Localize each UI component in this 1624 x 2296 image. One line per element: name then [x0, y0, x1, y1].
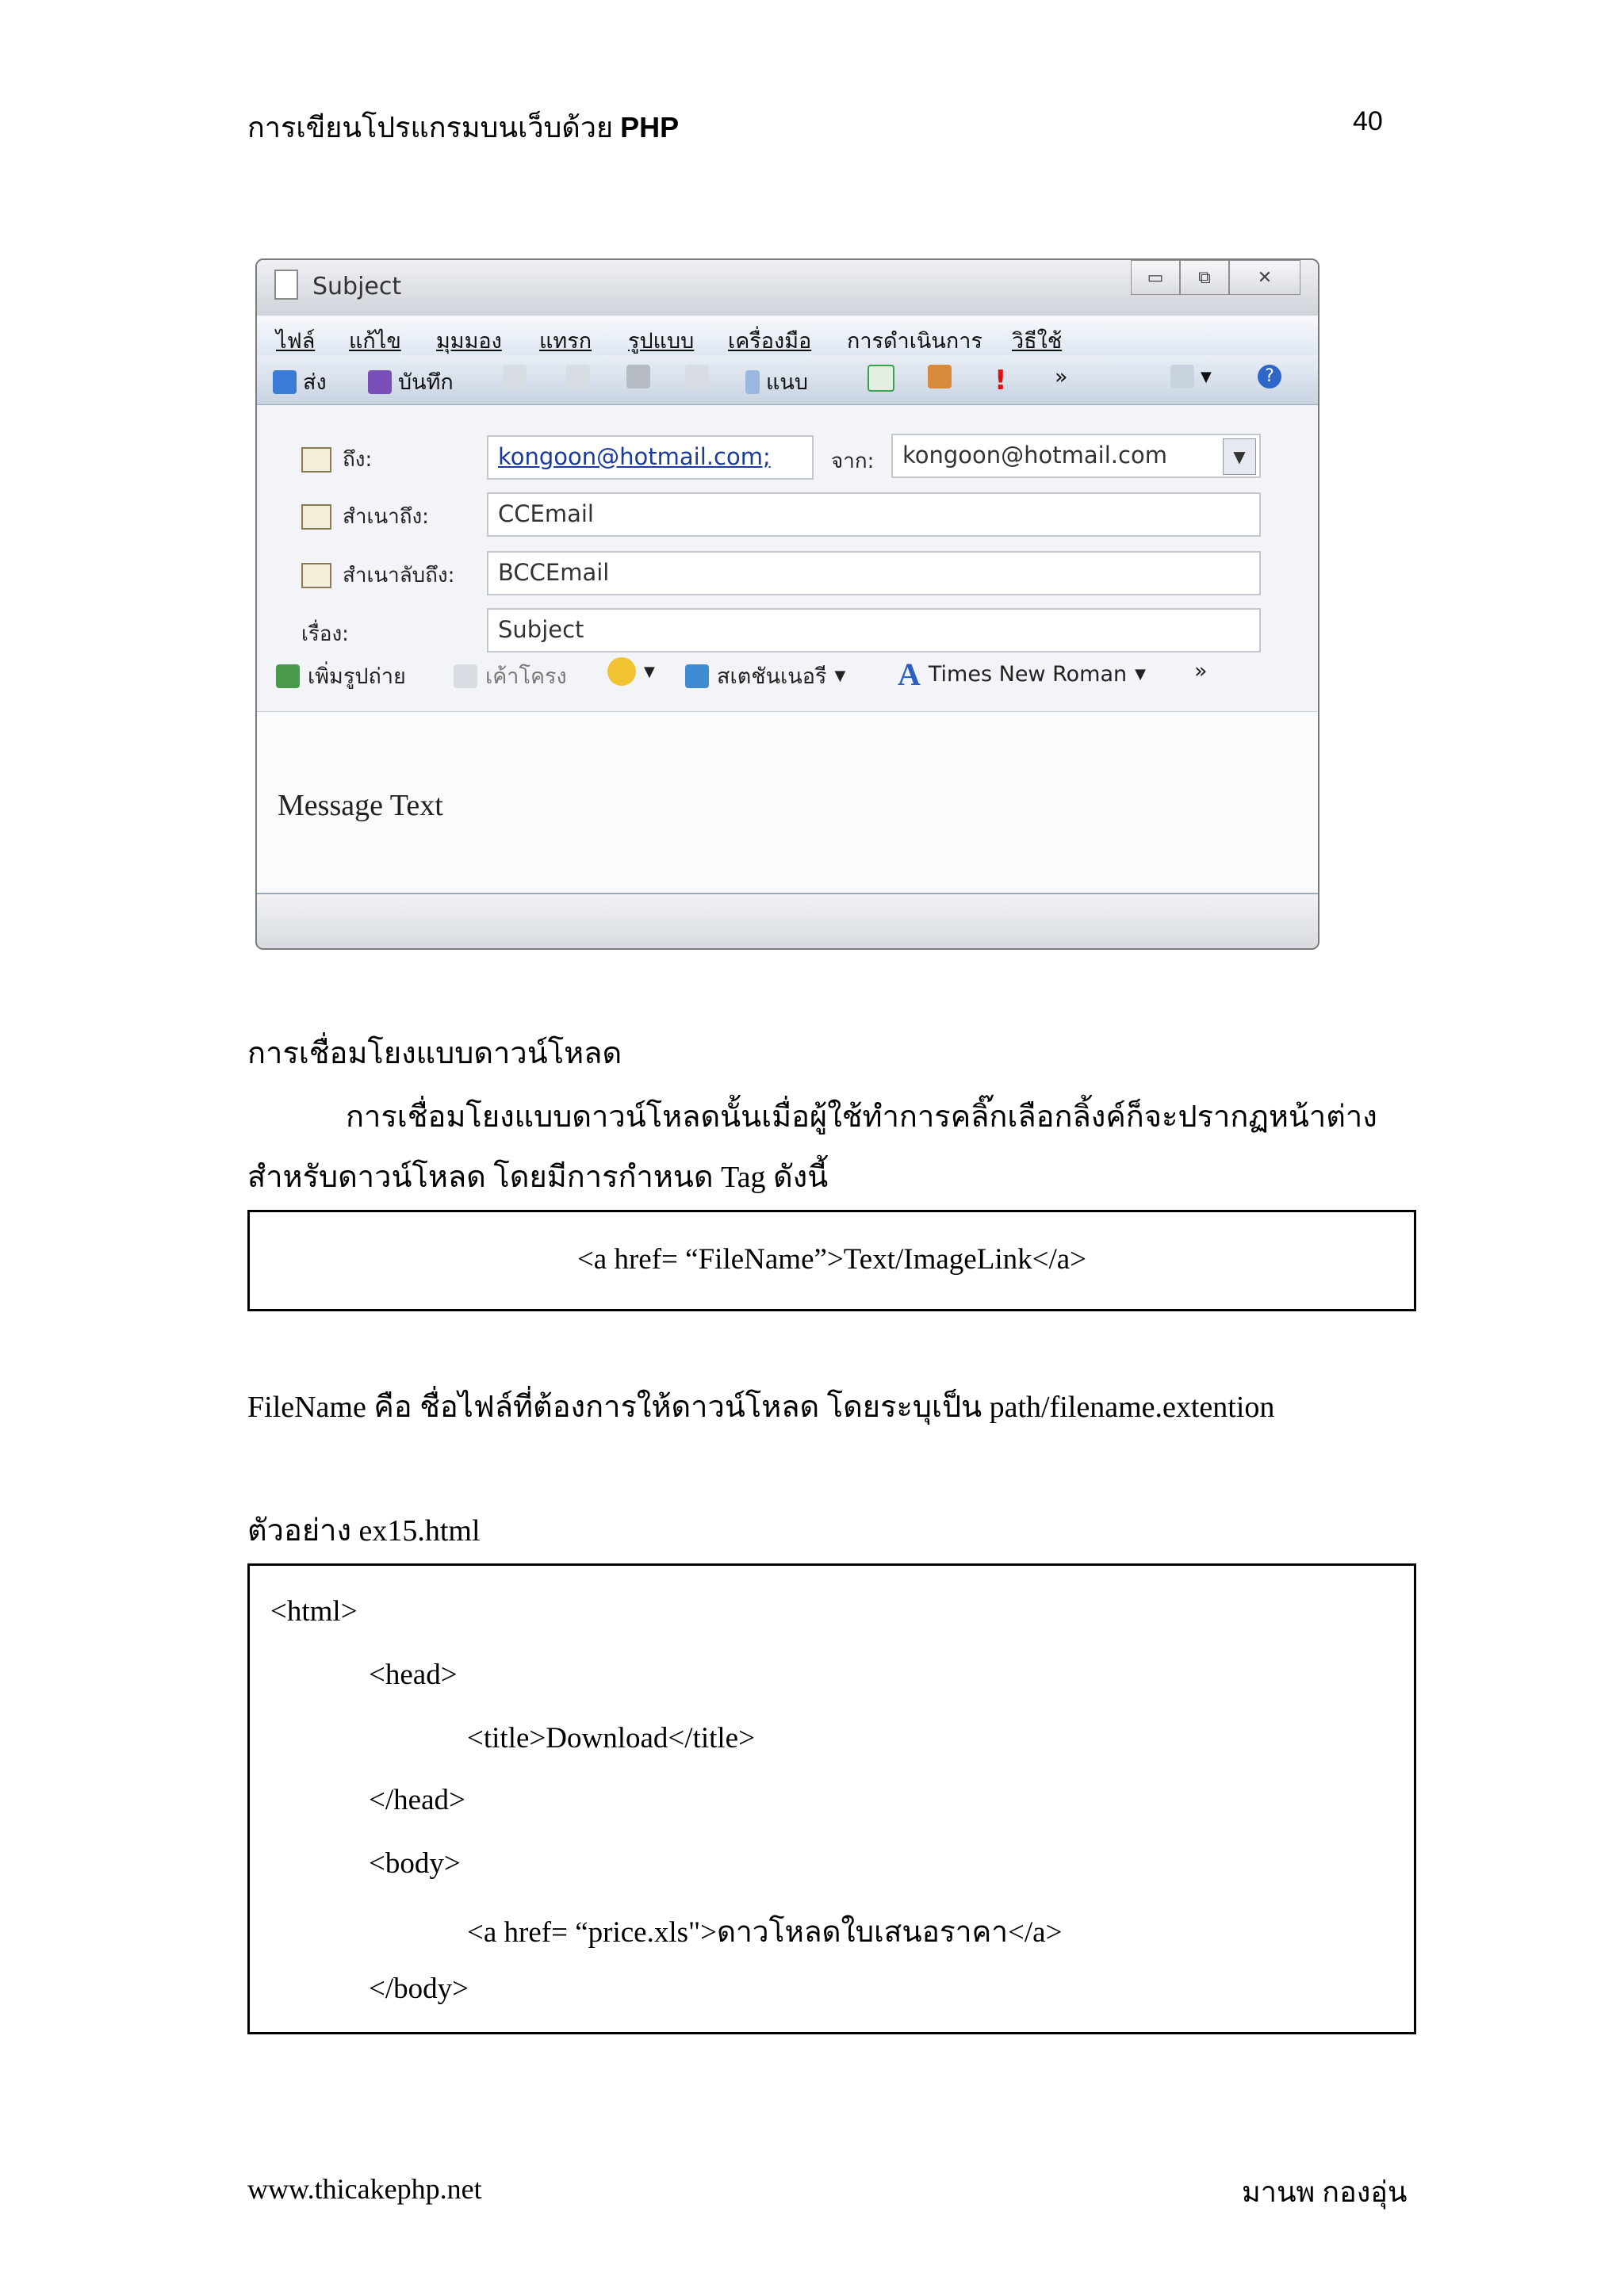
address-fields	[257, 405, 1318, 713]
code-line: </head>	[369, 1784, 465, 1816]
toolbar-more-button[interactable]: »	[1055, 365, 1068, 389]
view-icon	[1170, 365, 1194, 388]
spellcheck-icon	[868, 365, 894, 392]
minimize-button[interactable]: ▭	[1131, 260, 1180, 295]
close-button[interactable]: ✕	[1229, 260, 1300, 295]
running-header	[247, 105, 679, 150]
to-field[interactable]: kongoon@hotmail.com;	[487, 435, 814, 480]
paperclip-icon	[745, 370, 760, 394]
menu-insert[interactable]: แทรก	[539, 329, 592, 354]
attach-button[interactable]: แนบ	[745, 365, 808, 399]
add-photo-icon	[276, 664, 300, 688]
example-label: ตัวอย่าง ex15.html	[247, 1514, 481, 1548]
save-button[interactable]: บันทึก	[368, 365, 454, 399]
clipboard-icon	[626, 365, 650, 388]
syntax-box	[247, 1210, 1416, 1311]
toolbar	[257, 355, 1318, 405]
contacts-icon	[928, 365, 952, 388]
paragraph-line-2: สำหรับดาวน์โหลด โดยมีการกำหนด Tag ดังนี้	[247, 1161, 829, 1194]
code-line: <html>	[270, 1595, 358, 1628]
cc-field[interactable]: CCEmail	[487, 492, 1261, 537]
menu-tools[interactable]: เครื่องมือ	[728, 329, 812, 354]
stationery-icon	[685, 664, 709, 688]
page-number: 40	[1353, 106, 1383, 136]
font-button[interactable]: A Times New Roman ▼	[898, 656, 1146, 692]
header-php: PHP	[620, 111, 680, 144]
paste-button[interactable]	[626, 365, 650, 388]
menu-format[interactable]: รูปแบบ	[628, 329, 695, 354]
menu-bar	[257, 316, 1318, 356]
chevron-down-icon[interactable]: ▼	[1223, 438, 1256, 475]
help-button[interactable]	[1258, 365, 1281, 388]
from-label: จาก:	[831, 450, 875, 473]
send-icon	[273, 370, 297, 394]
layout-icon	[454, 664, 477, 688]
subject-field[interactable]: Subject	[487, 608, 1261, 652]
from-select[interactable]: kongoon@hotmail.com ▼	[891, 434, 1261, 478]
mail-compose-window	[255, 258, 1320, 950]
cut-button[interactable]	[503, 365, 527, 388]
spellcheck-button[interactable]	[868, 365, 894, 392]
message-body[interactable]	[257, 712, 1318, 894]
footer-website: www.thicakephp.net	[247, 2173, 482, 2205]
bcc-label[interactable]: สำเนาลับถึง:	[301, 559, 454, 591]
cc-label[interactable]: สำเนาถึง:	[301, 500, 429, 533]
menu-view[interactable]: มุมมอง	[436, 329, 502, 354]
emoticon-button[interactable]: ▼	[607, 657, 655, 686]
address-book-icon	[301, 447, 331, 473]
to-label[interactable]: ถึง:	[301, 443, 372, 476]
check-names-button[interactable]	[928, 365, 952, 388]
code-line: <head>	[369, 1659, 458, 1691]
stationery-button[interactable]: สเตชันเนอรี ▼	[685, 659, 845, 693]
smiley-icon	[607, 657, 636, 686]
menu-edit[interactable]: แก้ไข	[349, 329, 401, 354]
paragraph-line-1: การเชื่อมโยงแบบดาวน์โหลดนั้นเมื่อผู้ใช้ทำการคลิ๊กเลือกลิ้งค์ก็จะปรากฏหน้าต่าง	[346, 1100, 1377, 1134]
address-book-icon	[301, 504, 331, 530]
syntax-code: <a href= “FileName”>Text/ImageLink</a>	[576, 1243, 1087, 1276]
layout-button[interactable]: เค้าโครง	[454, 659, 567, 693]
section-heading: การเชื่อมโยงแบบดาวน์โหลด	[247, 1037, 622, 1070]
scissors-icon	[503, 365, 527, 388]
view-options-button[interactable]: ▼	[1170, 365, 1212, 388]
title-bar	[257, 260, 1318, 316]
window-title: Subject	[312, 273, 402, 300]
priority-button[interactable]	[994, 365, 1007, 396]
copy-button[interactable]	[566, 365, 590, 388]
status-bar	[257, 894, 1318, 948]
window-controls	[1131, 260, 1300, 293]
undo-icon	[685, 365, 709, 388]
exclamation-icon: !	[994, 365, 1007, 396]
message-text: Message Text	[278, 789, 443, 822]
bcc-field[interactable]: BCCEmail	[487, 551, 1261, 595]
code-box	[247, 1563, 1416, 2034]
header-title: การเขียนโปรแกรมบนเว็บด้วย	[247, 112, 614, 144]
send-button[interactable]: ส่ง	[273, 365, 327, 399]
code-line: </body>	[369, 1973, 469, 2005]
help-icon: ?	[1258, 365, 1281, 388]
footer-author: มานพ กองอุ่น	[1242, 2176, 1408, 2208]
undo-button[interactable]	[685, 365, 709, 388]
code-line: <body>	[369, 1847, 461, 1880]
menu-file[interactable]: ไฟล์	[276, 329, 316, 354]
copy-icon	[566, 365, 590, 388]
menu-actions[interactable]: การดำเนินการ	[847, 329, 982, 354]
add-photo-button[interactable]: เพิ่มรูปถ่าย	[276, 659, 406, 693]
font-icon: A	[898, 656, 921, 692]
document-icon	[274, 270, 298, 300]
menu-help[interactable]: วิธีใช้	[1012, 329, 1063, 354]
filename-description: FileName คือ ชื่อไฟล์ที่ต้องการให้ดาวน์โหลด โดยระบุเป็น path/filename.extention	[247, 1391, 1275, 1424]
save-icon	[368, 370, 392, 394]
subject-label: เรื่อง:	[301, 622, 349, 646]
address-book-icon	[301, 563, 331, 588]
maximize-button[interactable]: ⧉	[1180, 260, 1229, 295]
format-more-button[interactable]: »	[1194, 659, 1208, 683]
code-line: <title>Download</title>	[467, 1722, 755, 1755]
code-line: <a href= “price.xls">ดาวโหลดใบเสนอราคา</a>	[467, 1916, 1063, 1949]
